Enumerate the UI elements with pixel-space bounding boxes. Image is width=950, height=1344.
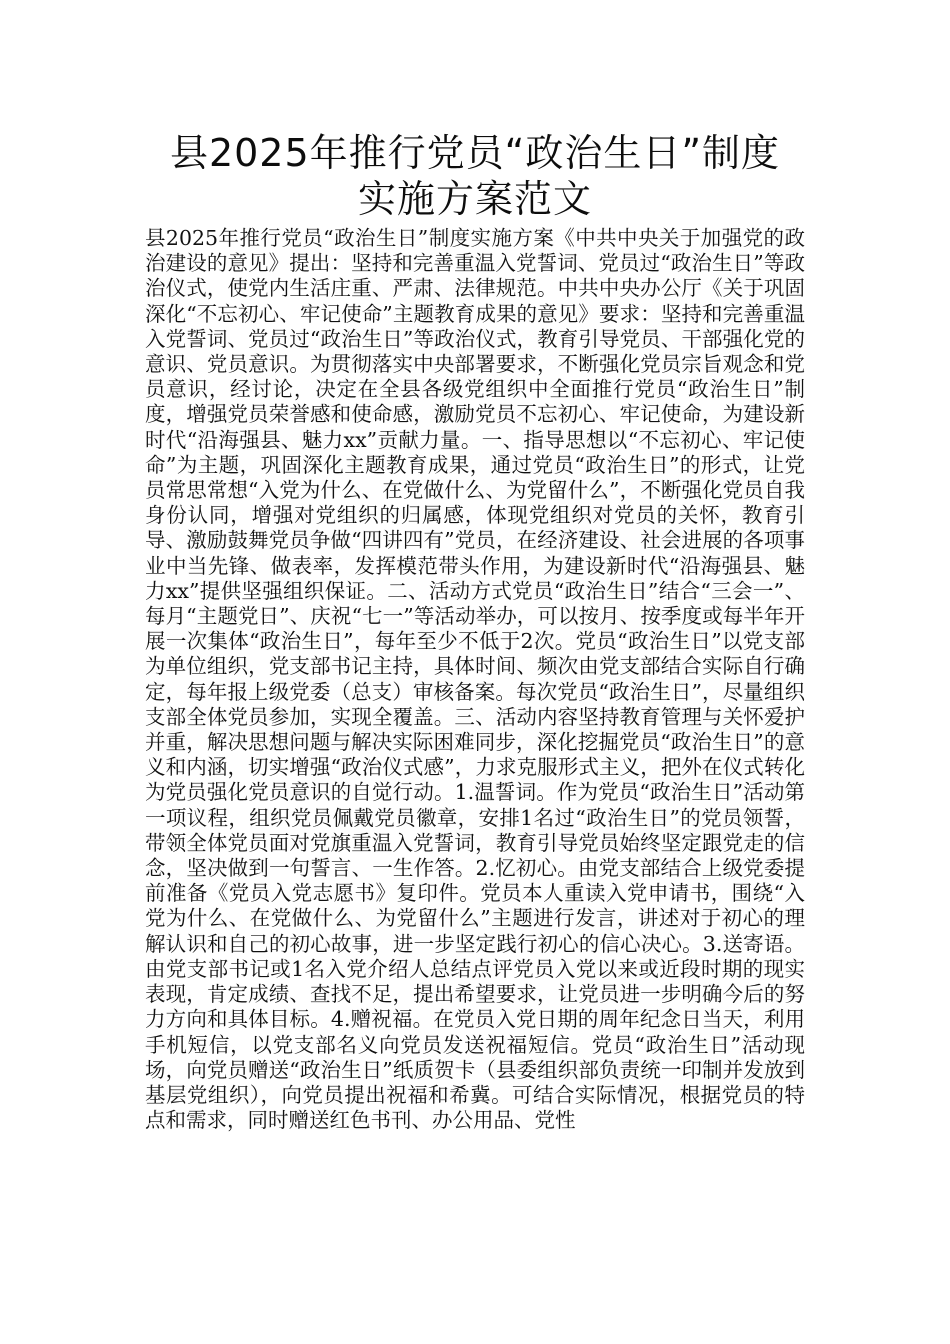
document-title-line-2: 实施方案范文 bbox=[357, 177, 592, 221]
document-title-line-1: 县2025年推行党员“政治生日”制度 bbox=[169, 131, 781, 175]
document-body-paragraph: 县2025年推行党员“政治生日”制度实施方案《中共中央关于加强党的政治建设的意见》提出：坚持和完善重温入党誓词、党员过“政治生日”等政治仪式，使党内生活庄重、严肃、法律规范。中共中央办公厅《关于巩固深化“不忘初心、牢记使命”主题教育成果的意见》要求：坚持和完善重温入党誓词、党员过“政治生日”等政治仪式，教育引导党员、干部强化党的意识、党员意识。为贯彻落实中央部署要求，不断强化党员宗旨观念和党员意识，经讨论，决定在全县各级党组织中全面推行党员“政治生日”制度，增强党员荣誉感和使命感，激励党员不忘初心、牢记使命，为建设新时代“沿海强县、魅力xx”贡献力量。一、指导思想以“不忘初心、牢记使命”为主题，巩固深化主题教育成果，通过党员“政治生日”的形式，让党员常思常想“入党为什么、在党做什么、为党留什么”，不断强化党员自我身份认同，增强对党组织的归属感，体现党组织对党员的关怀，教育引导、激励鼓舞党员争做“四讲四有”党员，在经济建设、社会进展的各项事业中当先锋、做表率，发挥模范带头作用，为建设新时代“沿海强县、魅力xx”提供坚强组织保证。二、活动方式党员“政治生日”结合“三会一”、每月“主题党日”、庆祝“七一”等活动举办，可以按月、按季度或每半年开展一次集体“政治生日”，每年至少不低于2次。党员“政治生日”以党支部为单位组织，党支部书记主持，具体时间、频次由党支部结合实际自行确定，每年报上级党委（总支）审核备案。每次党员“政治生日”，尽量组织支部全体党员参加，实现全覆盖。三、活动内容坚持教育管理与关怀爱护并重，解决思想问题与解决实际困难同步，深化挖掘党员“政治生日”的意义和内涵，切实增强“政治仪式感”，力求克服形式主义，把外在仪式转化为党员强化党员意识的自觉行动。1.温誓词。作为党员“政治生日”活动第一项议程，组织党员佩戴党员徽章，安排1名过“政治生日”的党员领誓，带领全体党员面对党旗重温入党誓词，教育引导党员始终坚定跟党走的信念，坚决做到一句誓言、一生作答。2.忆初心。由党支部结合上级党委提前准备《党员入党志愿书》复印件。党员本人重读入党申请书，围绕“入党为什么、在党做什么、为党留什么”主题进行发言，讲述对于初心的理解认识和自己的初心故事，进一步坚定践行初心的信心决心。3.送寄语。由党支部书记或1名入党介绍人总结点评党员入党以来或近段时期的现实表现，肯定成绩、查找不足，提出希望要求，让党员进一步明确今后的努力方向和具体目标。4.赠祝福。在党员入党日期的周年纪念日当天，利用手机短信，以党支部名义向党员发送祝福短信。党员“政治生日”活动现场，向党员赠送“政治生日”纸质贺卡（县委组织部负责统一印制并发放到基层党组织），向党员提出祝福和希冀。可结合实际情况，根据党员的特点和需求，同时赠送红色书刊、办公用品、党性 bbox=[145, 226, 805, 1133]
